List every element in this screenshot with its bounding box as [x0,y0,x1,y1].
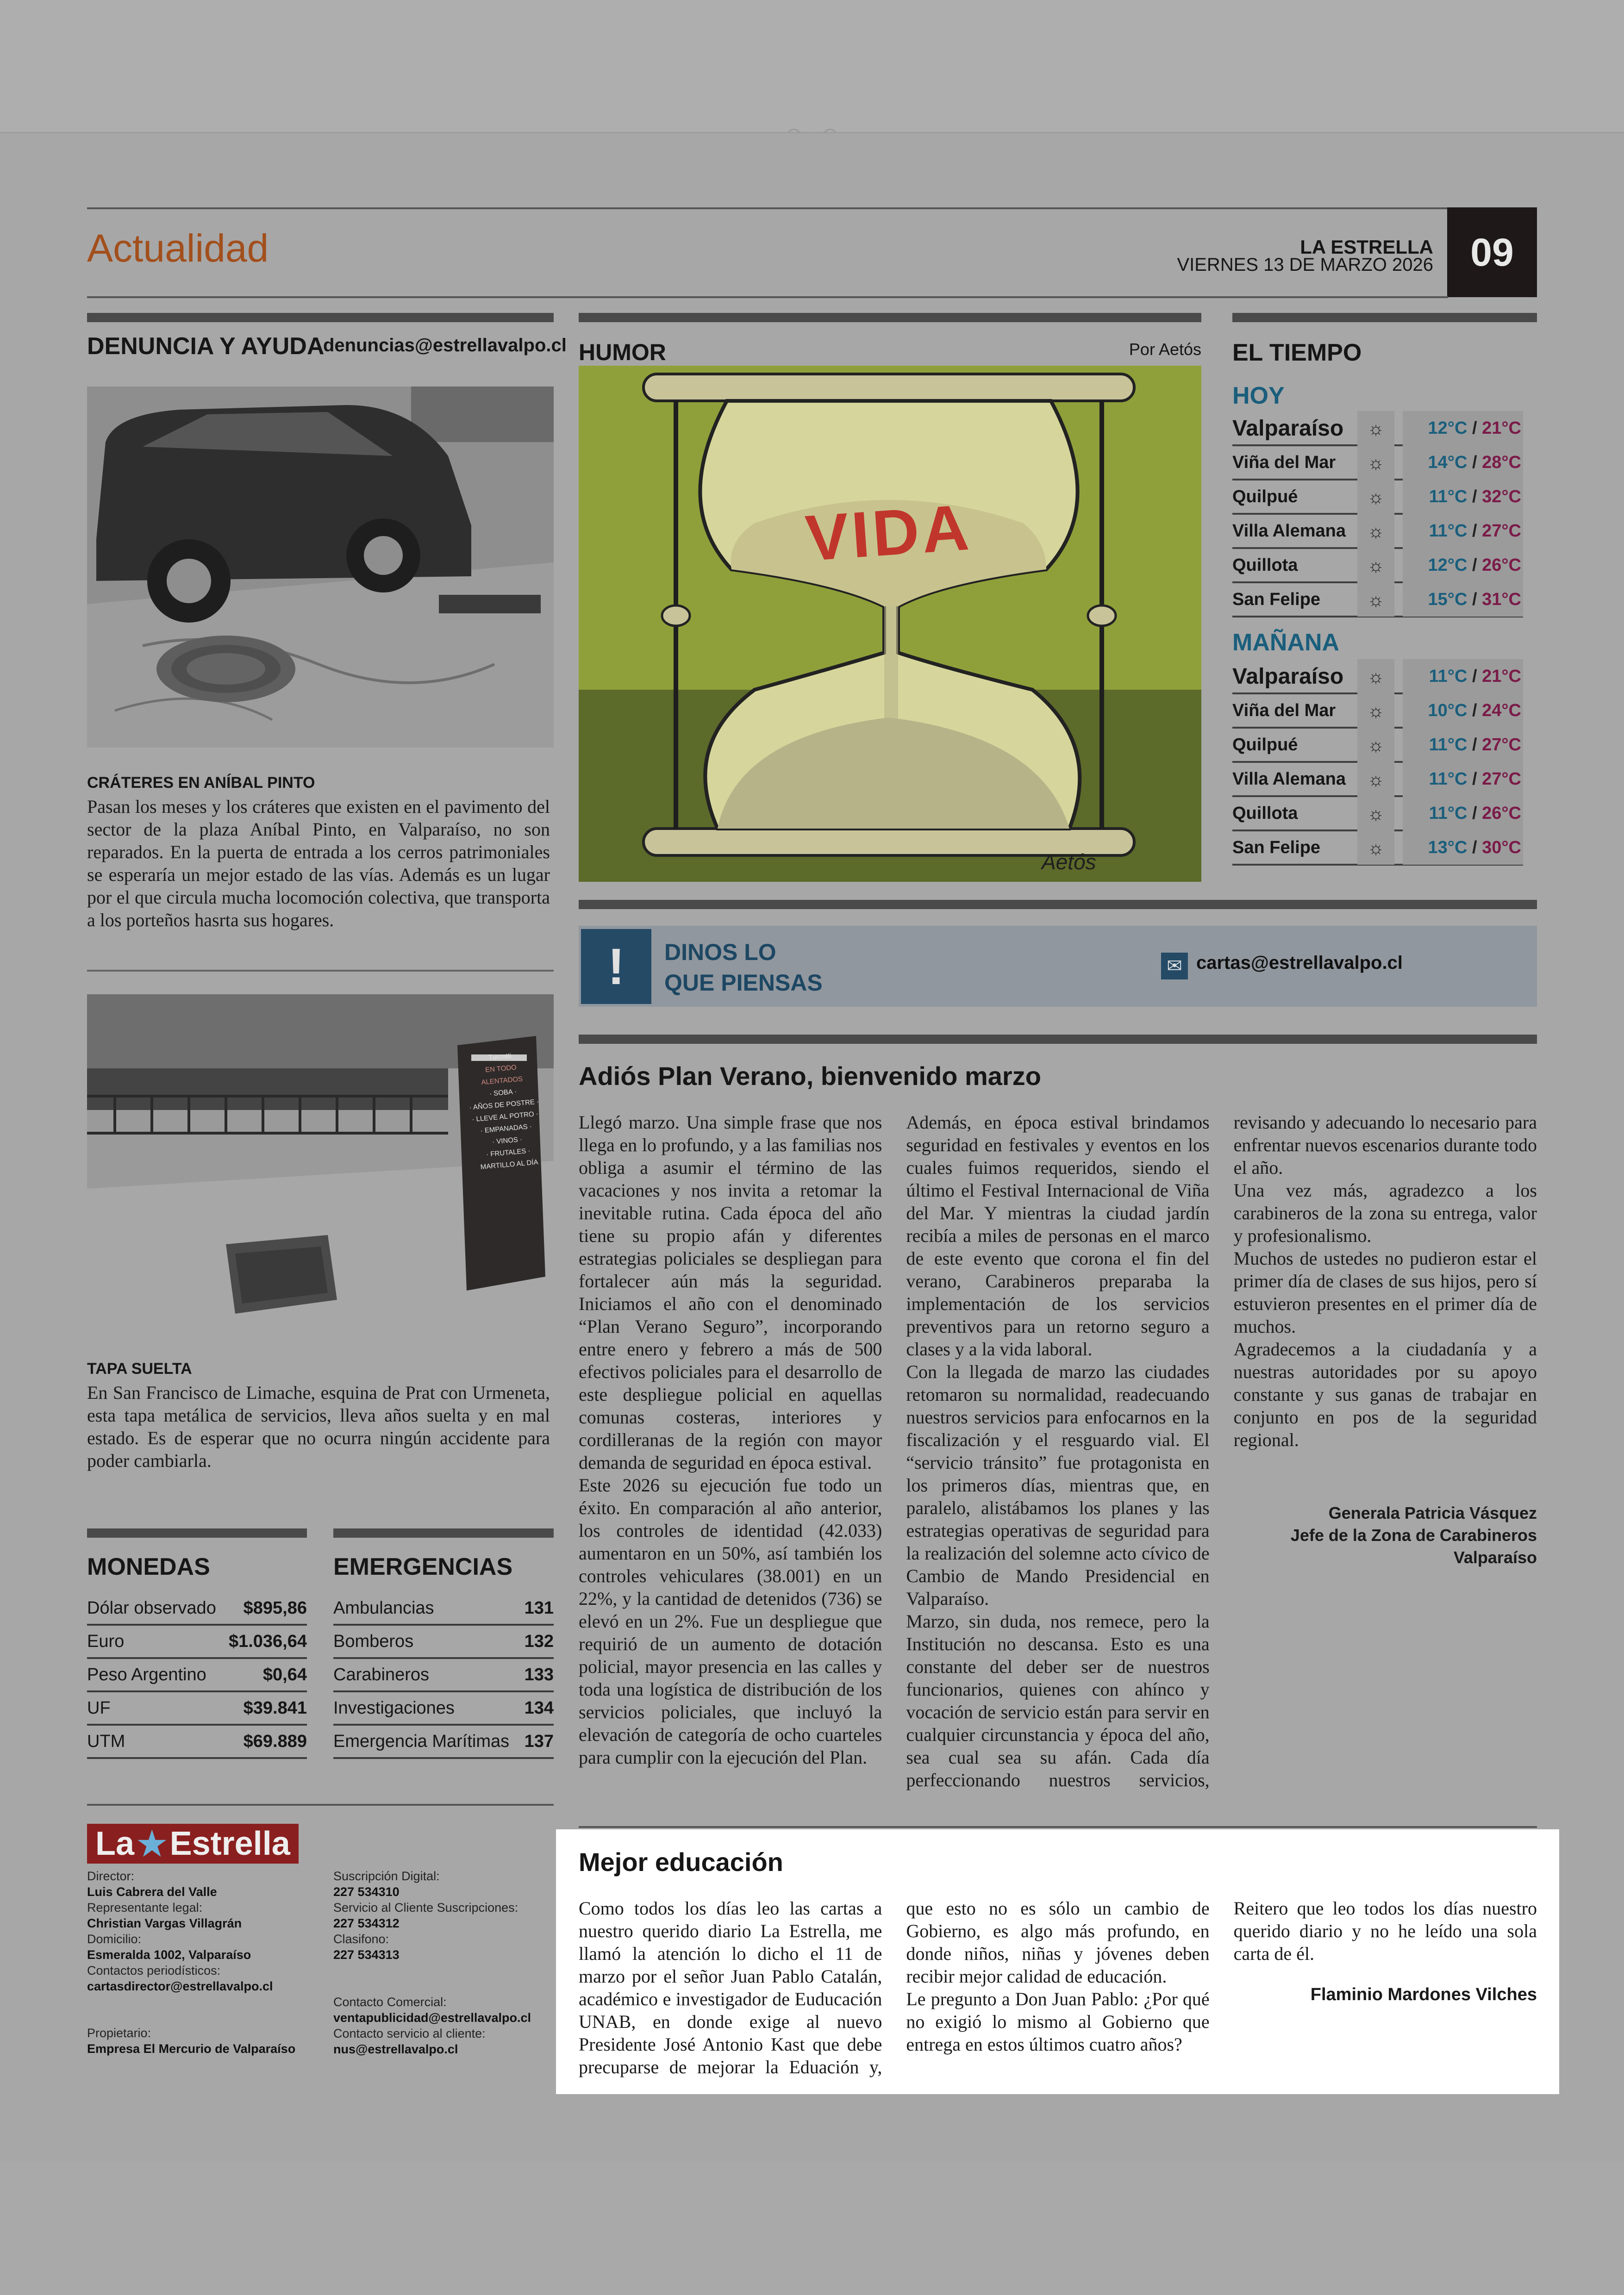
weather-row [1232,763,1523,797]
emergencias-label: Ambulancias [333,1598,434,1618]
monedas-value: $0,64 [262,1665,307,1684]
weather-city: Valparaíso [1232,416,1344,441]
sun-cloud-icon: ☼ [1357,411,1394,445]
monedas-table [87,1592,307,1759]
sign-line: · LLEVE AL POTRO · [471,1110,539,1124]
masthead-value: nus@estrellavalpo.cl [333,2042,458,2056]
signature-role: Jefe de la Zona de Carabineros [1290,1526,1537,1545]
letter2-title: Mejor educación [579,1847,783,1877]
dinos-line2: QUE PIENSAS [664,970,823,996]
issue-date: VIERNES 13 DE MARZO 2026 [1177,255,1433,275]
divider [579,1826,1537,1828]
weather-temps [1403,548,1523,582]
weather-temps [1403,693,1523,728]
weather-row [1232,446,1523,480]
weather-city: Quilpué [1232,735,1298,755]
owner-label: Propietario: [87,2026,151,2040]
temp-max: 30°C [1482,838,1521,857]
temp-separator: / [1467,838,1482,857]
dinos-line1: DINOS LO [664,939,776,965]
temp-separator: / [1467,521,1482,541]
temp-min: 11°C [1429,667,1468,686]
masthead-value: 227 534313 [333,1948,400,1962]
section-bar [333,1528,554,1538]
temp-min: 11°C [1429,521,1468,541]
emergencias-row [333,1659,554,1692]
temp-max: 24°C [1482,701,1521,720]
alert-icon: ! [581,929,651,1004]
weather-city: San Felipe [1232,837,1321,857]
star-icon: ★ [137,1826,167,1863]
sign-line: Turcotti [488,1052,512,1062]
letter1-paragraph: Muchos de ustedes no pudieron estar el primer día de clases de sus hijos, pero sí estuvieron presentes en el primer día de muchos. [1233,1248,1537,1337]
masthead-label: Clasifono: [333,1932,389,1946]
monedas-label: Peso Argentino [87,1665,206,1684]
sun-cloud-icon: ☼ [1357,582,1394,617]
weather-city: Villa Alemana [1232,521,1346,541]
masthead-label: Domicilio: [87,1932,142,1946]
cartoon-word: VIDA [803,490,974,575]
weather-temps [1403,796,1523,830]
logo-text: La [95,1825,135,1862]
masthead-label: Representante legal: [87,1901,203,1915]
weather-row [1232,549,1523,583]
sign-line: · VINOS · [492,1135,523,1146]
emergencias-title: EMERGENCIAS [333,1553,513,1580]
header-top-rule [87,207,1448,209]
weather-temps [1403,830,1523,865]
caption-text-craters: Pasan los meses y los cráteres que existen en el pavimento del sector de la plaza Aníbal Pinto, en Valparaíso, no son reparados. En la puerta de entrada a los cerros patrimoniales se esperaría un mejor estado de las vías. Además es un lugar por el que circula mucha locomoción colectiva, que transporta a los porteños hasrta sus hogares. [87,796,550,930]
temp-max: 21°C [1482,667,1521,686]
monedas-title: MONEDAS [87,1553,210,1580]
logo-text: Estrella [169,1825,290,1862]
monedas-value: $1.036,64 [228,1631,307,1651]
section-bar [87,313,554,322]
temp-separator: / [1467,487,1482,506]
monedas-label: Dólar observado [87,1598,216,1618]
letter1-paragraph: Además, en época estival brindamos seguridad en festivales y eventos en los cuales fuimos requeridos, siendo el último el Festival Internacional de Viña del Mar. Y mientras la ciudad jardín recibía a miles de personas en el marco de este evento que corona el fin del verano, Carabineros preparaba la implementación de los servicios preventivos para un retorno seguro a clases y a la vida laboral. [906,1112,1210,1360]
sun-cloud-icon: ☼ [1357,445,1394,480]
weather-hoy-table [1232,412,1523,617]
temp-max: 31°C [1482,590,1521,609]
masthead-left [87,1868,309,1994]
caption-title-craters: CRÁTERES EN ANÍBAL PINTO [87,774,315,792]
monedas-row [87,1726,307,1759]
emergencias-row [333,1692,554,1726]
sign-line: · FRUTALES · [486,1147,531,1159]
weather-temps [1403,445,1523,480]
sun-cloud-icon: ☼ [1357,728,1394,762]
temp-separator: / [1467,418,1482,438]
emergencias-label: Investigaciones [333,1698,455,1718]
weather-temps [1403,514,1523,548]
emergencias-row [333,1726,554,1759]
masthead-label: Servicio al Cliente Suscripciones: [333,1901,518,1915]
sun-cloud-icon: ☼ [1357,796,1394,830]
weather-row [1232,583,1523,617]
temp-max: 27°C [1482,735,1521,755]
masthead-right [333,1868,554,1963]
masthead-value: cartasdirector@estrellavalpo.cl [87,1979,273,1993]
letter2-body [579,1897,1537,2091]
signature-name: Generala Patricia Vásquez [1328,1503,1537,1522]
temp-min: 10°C [1428,701,1468,720]
divider [87,970,554,972]
emergencias-value: 134 [524,1698,554,1718]
denuncia-title: DENUNCIA Y AYUDA [87,333,325,360]
monedas-row [87,1592,307,1626]
weather-city: Viña del Mar [1232,452,1336,472]
humor-cartoon [579,366,1201,882]
weather-row [1232,660,1523,694]
caption-text-tapa: En San Francisco de Limache, esquina de Prat con Urmeneta, esta tapa metálica de servicios, lleva años suelta y en mal estado. Es de esperar que no ocurra ningún accidente para poder cambiarla. [87,1382,550,1471]
section-bar [579,900,1537,909]
monedas-value: $39.841 [243,1698,307,1718]
paper-name: LA ESTRELLA [1300,236,1433,258]
weather-temps [1403,411,1523,445]
letter2-paragraph: Reitero que leo todos los días nuestro querido diario y no he leído una sola carta de él. [1233,1898,1537,1964]
temp-min: 12°C [1428,418,1468,438]
temp-separator: / [1467,769,1482,789]
letter2-paragraph: Le pregunto a Don Juan Pablo: ¿Por qué no exigió lo mismo al Gobierno que entrega en estos últimos cuatro años? [906,1989,1210,2055]
owner-value: Empresa El Mercurio de Valparaíso [87,2042,296,2056]
masthead-label: Contacto servicio al cliente: [333,2027,486,2040]
letter1-paragraph: Con la llegada de marzo las ciudades retomaron su normalidad, readecuando nuestros servicios para enfocarnos en la fiscalización y el resguardo vial. El “servicio tránsito” fue protagonista en los primeros días, mientras que, en paralelo, alistábamos los planes y las estrategias operativas de seguridad para la realización del solemne acto cívico de Cambio de Mando Presidencial en Valparaíso. [906,1361,1210,1609]
weather-city: Quilpué [1232,486,1298,506]
temp-separator: / [1467,590,1482,609]
masthead-value: Luis Cabrera del Valle [87,1885,217,1899]
temp-separator: / [1467,453,1482,472]
humor-title: HUMOR [579,339,666,365]
page-number: 09 [1447,207,1537,297]
letter2-signature: Flaminio Mardones Vilches [1310,1985,1537,2004]
letter1-body [579,1111,1537,1812]
weather-row [1232,729,1523,763]
masthead-label: Suscripción Digital: [333,1869,440,1883]
monedas-label: Euro [87,1631,125,1651]
weather-city: Villa Alemana [1232,769,1346,789]
temp-max: 27°C [1482,521,1521,541]
weather-manana-table [1232,660,1523,866]
sun-cloud-icon: ☼ [1357,693,1394,728]
weather-temps [1403,582,1523,617]
emergencias-table [333,1592,554,1759]
masthead-value: 227 534310 [333,1885,400,1899]
temp-min: 12°C [1428,555,1468,575]
letter1-paragraph: Este 2026 su ejecución fue todo un éxito. En comparación al año anterior, los controles de identidad (42.033) aumentaron en un 50%, así también los controles vehiculares (38.001) en un 22%, y la cantidad de detenidos (736) se elevó en un 2%. Fue un despliegue que requirió de un aumento de dotación policial, mayor presencia en las calles y toda una logística de distribución de los servicios policiales, que incluyó la elevación de categoría de ocho cuarteles para cumplir con la ejecución del Plan. [579,1475,882,1768]
emergencias-row [333,1592,554,1626]
temp-max: 26°C [1482,804,1521,823]
emergencias-row [333,1626,554,1659]
weather-temps [1403,762,1523,796]
section-bar [1232,313,1537,322]
signature-place: Valparaíso [1453,1548,1537,1567]
temp-min: 14°C [1428,453,1468,472]
sun-cloud-icon: ☼ [1357,480,1394,514]
letter1-paragraph: Marzo, sin duda, nos remece, pero la Institución no descansa. Esto es una constante del deber ser de nuestros funcionarios, quienes con ahínco y vocación de servicio están para servir en cualquier circunstancia y época del año, sea cual sea su afán. Cada día perfeccionando nuestros servicios, revisando y adecuando lo necesario para enfrentar nuevos escenarios durante todo el año. [906,1112,1537,1790]
dinos-email[interactable]: cartas@estrellavalpo.cl [1196,953,1403,973]
masthead-value: Christian Vargas Villagrán [87,1916,242,1930]
sun-cloud-icon: ☼ [1357,548,1394,582]
temp-separator: / [1467,804,1482,823]
humor-author: Por Aetós [1129,340,1201,359]
weather-temps [1403,728,1523,762]
weather-manana-label: MAÑANA [1232,629,1340,656]
photo-craters [87,387,554,748]
sun-cloud-icon: ☼ [1357,514,1394,548]
weather-temps [1403,480,1523,514]
temp-min: 11°C [1429,769,1468,789]
weather-city: Quillota [1232,803,1298,823]
weather-row [1232,515,1523,549]
weather-title: EL TIEMPO [1232,339,1362,366]
emergencias-label: Carabineros [333,1665,429,1684]
section-bar [579,1035,1537,1044]
monedas-value: $895,86 [243,1598,307,1618]
letter1-title: Adiós Plan Verano, bienvenido marzo [579,1061,1041,1091]
masthead-label: Contactos periodísticos: [87,1964,221,1977]
section-title: Actualidad [87,226,269,270]
monedas-label: UF [87,1698,111,1718]
weather-row [1232,694,1523,729]
temp-max: 21°C [1482,418,1521,438]
monedas-row [87,1692,307,1726]
monedas-row [87,1626,307,1659]
sun-cloud-icon: ☼ [1357,830,1394,865]
masthead-label: Director: [87,1869,135,1883]
section-bar [579,313,1201,322]
letter1-paragraph: Una vez más, agradezco a los carabineros de la zona su entrega, valor y profesionalismo. [1233,1180,1537,1246]
emergencias-label: Bomberos [333,1631,414,1651]
temp-separator: / [1467,667,1482,686]
weather-city: Quillota [1232,555,1298,575]
temp-min: 11°C [1429,735,1468,755]
sign-line: · AÑOS DE POSTRE · [468,1098,539,1112]
temp-min: 15°C [1428,590,1468,609]
weather-row [1232,831,1523,866]
emergencias-value: 132 [524,1631,554,1651]
monedas-row [87,1659,307,1692]
temp-min: 13°C [1428,838,1468,857]
temp-separator: / [1467,701,1482,720]
weather-city: Viña del Mar [1232,700,1336,720]
caption-title-tapa: TAPA SUELTA [87,1360,192,1378]
street-sign-text [462,1048,547,1174]
letter1-signature [1234,1502,1537,1569]
mail-icon: ✉ [1161,953,1188,979]
temp-max: 28°C [1482,453,1521,472]
weather-row [1232,480,1523,515]
sign-line: · SOBA · [489,1087,517,1098]
sign-line: MARTILLO AL DÍA [480,1158,539,1171]
denuncia-email[interactable]: denuncias@estrellavalpo.cl [323,335,567,355]
monedas-value: $69.889 [243,1731,307,1751]
logo [87,1824,299,1864]
weather-city: Valparaíso [1232,664,1344,689]
sun-cloud-icon: ☼ [1357,762,1394,796]
letter1-paragraph: Llegó marzo. Una simple frase que nos llega en lo profundo, y a las familias nos obliga a asumir el término de las vacaciones y nos invita a retomar la inevitable rutina. Cada época del año tiene su propio afán y diferentes estrategias policiales se despliegan para fortalecer aún más la seguridad. Iniciamos el año con el denominado “Plan Verano Seguro”, incorporando entre enero y febrero a más de 500 efectivos policiales para el desarrollo de este despliegue policial en aquellas comunas costeras, interiores y cordilleranas de la región con mayor demanda de seguridad en época estival. [579,1112,882,1473]
masthead-value: ventapublicidad@estrellavalpo.cl [333,2011,531,2025]
divider [87,1804,554,1806]
emergencias-value: 137 [524,1731,554,1751]
masthead-value: 227 534312 [333,1916,400,1930]
masthead-right2 [333,1994,554,2057]
temp-min: 11°C [1429,804,1468,823]
sign-line: · EMPANADAS · [480,1123,532,1135]
temp-separator: / [1467,555,1482,575]
monedas-label: UTM [87,1731,125,1751]
temp-max: 32°C [1482,487,1521,506]
temp-max: 26°C [1482,555,1521,575]
header-bottom-rule [87,296,1448,298]
emergencias-value: 133 [524,1665,554,1684]
letter1-paragraph: Agradecemos a la ciudadanía y a nuestras autoridades por su apoyo constante y sus ganas de trabajar en conjunto en pos de la seguridad regional. [1233,1339,1537,1450]
viewer-top-bar [0,0,1624,133]
weather-hoy-label: HOY [1232,382,1285,409]
weather-row [1232,797,1523,831]
cartoon-signature: Aetós [1042,850,1096,874]
masthead-label: Contacto Comercial: [333,1995,447,2009]
masthead-value: Esmeralda 1002, Valparaíso [87,1948,251,1962]
section-bar [87,1528,307,1538]
emergencias-value: 131 [524,1598,554,1618]
weather-city: San Felipe [1232,589,1321,609]
letter2-paragraph: Como todos los días leo las cartas a nuestro querido diario La Estrella, me llamó la atención lo dicho el 11 de marzo por el señor Juan Pablo Catalán, académico e investigador de Euducación UNAB, en donde exige al nuevo Presidente José Antonio Kast que debe precuparse de mejorar la Eduación y, que esto no es sólo un cambio de Gobierno, es algo más profundo, en donde niños, niñas y jóvenes deben recibir mejor calidad de educación. [579,1898,1210,2077]
temp-min: 11°C [1429,487,1468,506]
masthead-owner [87,2025,328,2057]
temp-max: 27°C [1482,769,1521,789]
temp-separator: / [1467,735,1482,755]
weather-row [1232,412,1523,446]
emergencias-label: Emergencia Marítimas [333,1731,510,1751]
weather-temps [1403,659,1523,693]
sun-cloud-icon: ☼ [1357,659,1394,693]
sign-line: EN TODO ALENTADOS [481,1063,523,1087]
